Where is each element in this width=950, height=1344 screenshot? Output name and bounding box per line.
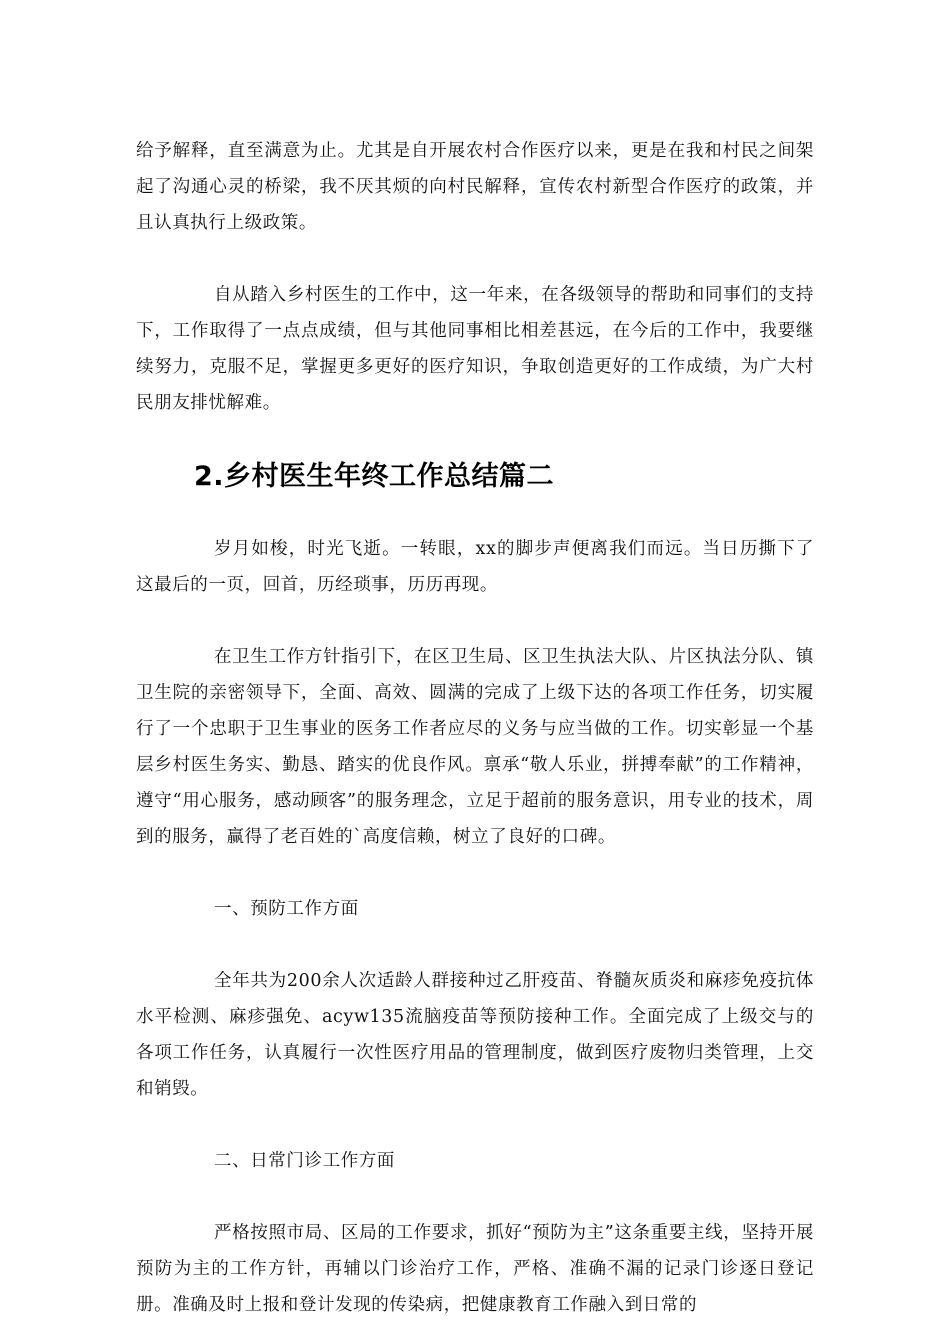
paragraph-continuation: 给予解释，直至满意为止。尤其是自开展农村合作医疗以来，更是在我和村民之间架起了沟通心灵的桥梁，我不厌其烦的向村民解释，宣传农村新型合作医疗的政策，并且认真执行上级政策。 xyxy=(136,141,814,233)
paragraph-overview: 在卫生工作方针指引下，在区卫生局、区卫生执法大队、片区执法分队、镇卫生院的亲密领导下，全面、高效、圆满的完成了上级下达的各项工作任务，切实履行了一个忠职于卫生事业的医务工作者应尽的义务与应当做的工作。切实彰显一个基层乡村医生务实、勤恳、踏实的优良作风。禀承“敬人乐业，拼搏奉献”的工作精神，遵守“用心服务，感动顾客”的服务理念，立足于超前的服务意识，用专业的技术，周到的服务，赢得了老百姓的`高度信赖，树立了良好的口碑。 xyxy=(136,647,814,847)
paragraph-prevention: 全年共为200余人次适龄人群接种过乙肝疫苗、脊髓灰质炎和麻疹免疫抗体水平检测、麻疹强免、acyw135流脑疫苗等预防接种工作。全面完成了上级交与的各项工作任务，认真履行一次性医疗用品的管理制度，做到医疗废物归类管理，上交和销毁。 xyxy=(136,971,814,1099)
document-body xyxy=(136,133,814,1323)
subheading-prevention: 一、预防工作方面 xyxy=(214,899,359,919)
paragraph-summary: 自从踏入乡村医生的工作中，这一年来，在各级领导的帮助和同事们的支持下，工作取得了一点点成绩，但与其他同事相比相差甚远，在今后的工作中，我要继续努力，克服不足，掌握更多更好的医疗知识，争取创造更好的工作成绩，为广大村民朋友排忧解难。 xyxy=(136,285,814,413)
paragraph-clinic: 严格按照市局、区局的工作要求，抓好“预防为主”这条重要主线，坚持开展预防为主的工作方针，再辅以门诊治疗工作，严格、准确不漏的记录门诊逐日登记册。准确及时上报和登计发现的传染病，把健康教育工作融入到日常的 xyxy=(136,1223,814,1315)
subheading-clinic: 二、日常门诊工作方面 xyxy=(214,1151,395,1171)
paragraph-intro: 岁月如梭，时光飞逝。一转眼，xx的脚步声便离我们而远。当日历撕下了这最后的一页，回首，历经琐事，历历再现。 xyxy=(136,539,814,595)
section-heading: 2.乡村医生年终工作总结篇二 xyxy=(194,461,555,492)
